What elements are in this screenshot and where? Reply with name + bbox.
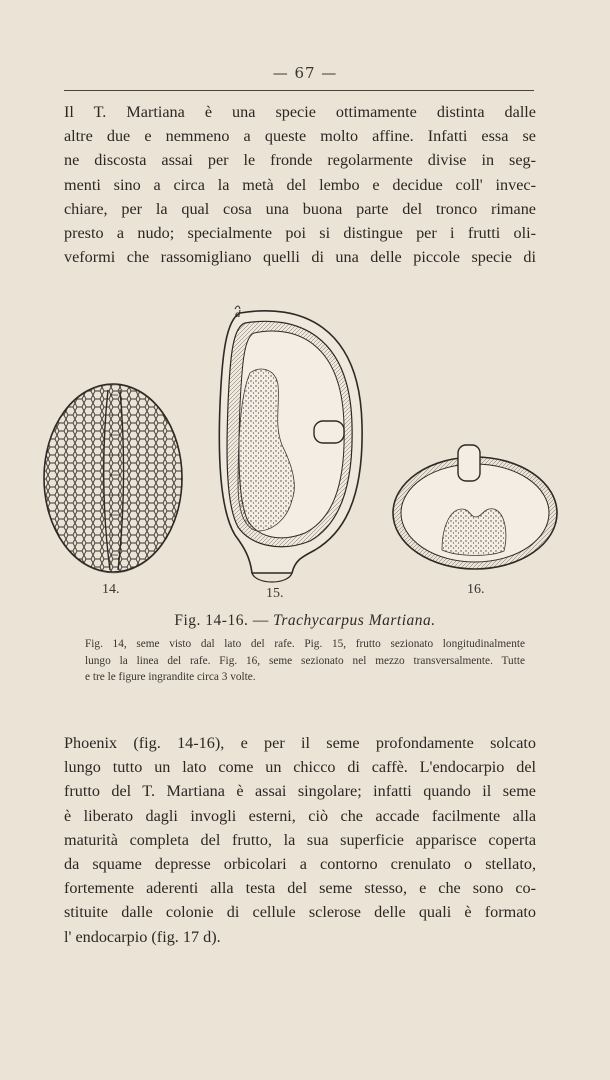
figure-caption bbox=[0, 612, 610, 630]
figure-description bbox=[85, 636, 525, 686]
page-number: — 67 — bbox=[272, 64, 338, 82]
seed-drawings bbox=[30, 295, 580, 605]
text-line: presto a nudo; specialmente poi si distingue per i frutti oli- bbox=[64, 224, 536, 243]
text-line: Phoenix (fig. 14-16), e per il seme profondamente solcato bbox=[64, 734, 536, 752]
text-line: altre due e nemmeno a queste molto affine. Infatti essa se bbox=[64, 127, 536, 146]
paragraph-2 bbox=[64, 731, 536, 949]
description-line: lungo la linea del rafe. Fig. 16, seme sezionato nel mezzo transversalmente. Tutte bbox=[85, 654, 525, 667]
description-line: Fig. 14, seme visto dal lato del rafe. Pig. 15, frutto sezionato longitudinalmente bbox=[85, 638, 525, 650]
figure-label-14: 14. bbox=[102, 582, 120, 597]
text-line: ne discosta assai per le fronde regolarmente divise in seg- bbox=[64, 151, 536, 170]
figure-14-seed-drawing bbox=[44, 384, 182, 573]
text-line: lungo tutto un lato come un chicco di caffè. L'endocarpio del bbox=[64, 758, 536, 777]
text-line: stituite dalle colonie di cellule sclerose delle quali è formato bbox=[64, 903, 536, 922]
figure-label-16: 16. bbox=[467, 582, 485, 597]
text-line: da squame depresse orbicolari a contorno crenulato o stellato, bbox=[64, 855, 536, 874]
figure-illustrations bbox=[30, 295, 580, 605]
label-letter-d: d bbox=[235, 308, 241, 320]
description-line: e tre le figure ingrandite circa 3 volte. bbox=[85, 671, 256, 684]
text-line: maturità completa del frutto, la sua superficie apparisce coperta bbox=[64, 830, 536, 849]
figure-16-transverse-section-drawing bbox=[393, 445, 557, 569]
text-line: Il T. Martiana è una specie ottimamente distinta dalle bbox=[64, 103, 536, 121]
text-line: menti sino a circa la metà del lembo e decidue coll' invec- bbox=[64, 175, 536, 194]
text-line: l' endocarpio (fig. 17 d). bbox=[64, 927, 221, 946]
text-line: fortemente aderenti alla testa del seme stesso, e che sono co- bbox=[64, 879, 536, 898]
paragraph-1 bbox=[64, 100, 536, 269]
header-rule bbox=[64, 90, 534, 91]
figure-caption-species: Trachycarpus Martiana. bbox=[273, 612, 436, 629]
text-line: frutto del T. Martiana è assai singolare; infatti quando il seme bbox=[64, 782, 536, 801]
text-line: chiare, per la qual cosa una buona parte del tronco rimane bbox=[64, 199, 536, 218]
figure-caption-prefix: Fig. 14-16. — bbox=[174, 612, 274, 629]
figure-label-15: 15. bbox=[266, 586, 284, 601]
text-line: veformi che rassomigliano quelli di una delle piccole specie di bbox=[64, 248, 536, 267]
figure-15-longitudinal-section-drawing bbox=[219, 306, 362, 582]
text-line: è liberato dagli invogli esterni, ciò che accade facilmente alla bbox=[64, 806, 536, 825]
